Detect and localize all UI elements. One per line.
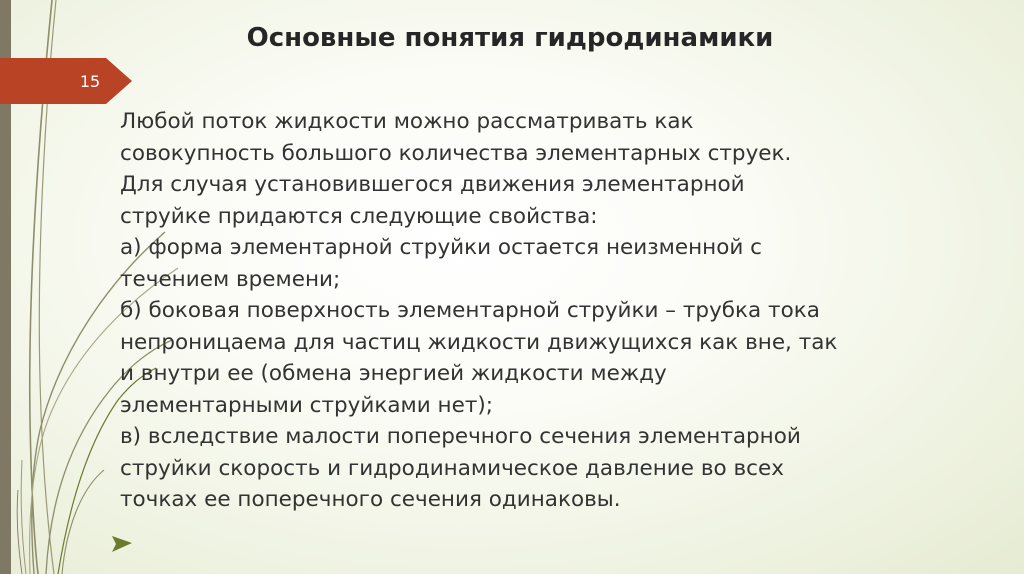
arrow-banner-icon	[0, 58, 132, 104]
page-number: 15	[79, 72, 101, 91]
page-title: Основные понятия гидродинамики	[246, 23, 774, 53]
body-line: точках ее поперечного сечения одинаковы.	[120, 487, 621, 512]
body-line: а) форма элементарной струйки остается неизменной с	[120, 235, 762, 260]
body-line: Любой поток жидкости можно рассматривать как	[120, 109, 694, 134]
body-line: совокупность большого количества элементарных струек.	[120, 140, 792, 166]
body-line: струйке придаются следующие свойства:	[120, 203, 598, 229]
body-line: в) вследствие малости поперечного сечения элементарной	[120, 424, 801, 449]
body-line: и внутри ее (обмена энергией жидкости между	[120, 361, 667, 386]
body-line: элементарными струйками нет);	[120, 392, 493, 418]
body-line: непроницаема для частиц жидкости движущихся как вне, так	[120, 329, 838, 355]
body-line: струйки скорость и гидродинамическое давление во всех	[120, 455, 784, 481]
body-line: Для случая установившегося движения элементарной	[120, 172, 745, 197]
body-text	[120, 106, 965, 516]
body-line: течением времени;	[120, 266, 341, 292]
body-line: б) боковая поверхность элементарной струйки – трубка тока	[120, 298, 820, 323]
